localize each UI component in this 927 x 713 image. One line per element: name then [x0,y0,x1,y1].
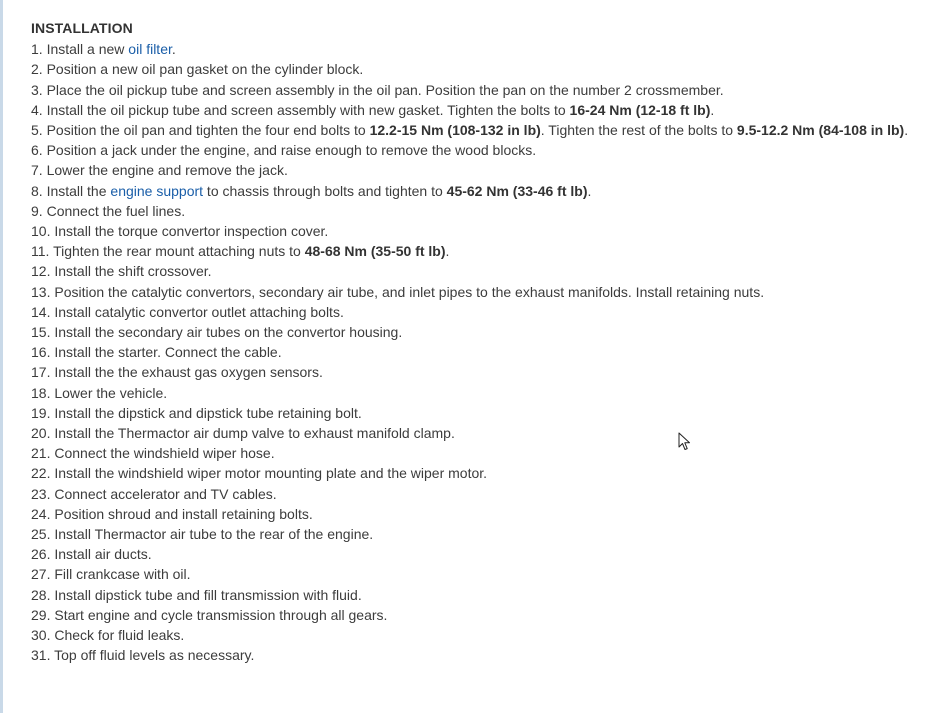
section-heading: INSTALLATION [31,20,133,36]
step-text: . [445,243,450,260]
step-text: Install Thermactor air tube to the rear of the engine. [54,526,374,543]
step-item [31,585,911,605]
step-item [31,120,911,140]
step-item [31,443,911,463]
torque-spec: 16-24 Nm (12-18 ft lb) [569,101,711,118]
step-text: Tighten the rear mount attaching nuts to [53,243,305,260]
step-item [31,524,911,544]
step-item [31,80,911,100]
torque-spec: 45-62 Nm (33-46 ft lb) [446,182,588,199]
step-number: 2. [31,61,47,78]
step-link[interactable]: oil filter [128,41,172,58]
step-item [31,322,911,342]
step-item [31,544,911,564]
step-text: Place the oil pickup tube and screen assembly in the oil pan. Position the pan on the number 2 crossmember. [46,81,724,98]
step-number: 8. [31,182,47,199]
step-number: 16. [31,344,55,361]
step-number: 25. [31,526,55,543]
step-item [31,463,911,483]
step-number: 9. [31,202,47,219]
step-number: 11. [31,243,54,260]
step-text: Install the secondary air tubes on the convertor housing. [54,324,403,341]
step-link[interactable]: engine support [110,182,204,199]
step-text: Install the windshield wiper motor mounting plate and the wiper motor. [54,465,488,482]
step-text: Position shroud and install retaining bolts. [54,505,313,522]
installation-section [31,18,911,666]
step-item [31,423,911,443]
torque-spec: 9.5-12.2 Nm (84-108 in lb) [736,122,905,139]
step-number: 12. [31,263,55,280]
step-number: 21. [31,445,55,462]
step-item [31,140,911,160]
step-text: Install the the exhaust gas oxygen sensors. [54,364,323,381]
step-number: 6. [31,142,47,159]
step-item [31,282,911,302]
step-text: Position the catalytic convertors, secondary air tube, and inlet pipes to the exhaust manifolds. Install retaining nuts. [54,283,765,300]
step-number: 10. [31,223,55,240]
step-number: 27. [31,566,55,583]
mouse-pointer-icon [678,432,692,452]
step-item [31,484,911,504]
step-item [31,160,911,180]
step-text: Position the oil pan and tighten the four end bolts to [46,122,370,139]
step-item [31,100,911,120]
step-number: 14. [31,303,55,320]
step-number: 22. [31,465,55,482]
step-text: Start engine and cycle transmission through all gears. [54,606,388,623]
step-number: 26. [31,546,55,563]
step-item [31,504,911,524]
step-text: Lower the vehicle. [54,384,168,401]
step-number: 18. [31,384,55,401]
step-text: Connect the windshield wiper hose. [54,445,275,462]
step-text: . Tighten the rest of the bolts to [540,122,737,139]
step-number: 7. [31,162,47,179]
step-text: . [171,41,176,58]
step-item [31,181,911,201]
step-item [31,342,911,362]
step-number: 13. [31,283,55,300]
step-text: . [710,101,715,118]
step-number: 5. [31,122,47,139]
step-item [31,362,911,382]
step-text: Install the starter. Connect the cable. [54,344,282,361]
step-text: Install a new [46,41,129,58]
step-item [31,403,911,423]
step-number: 23. [31,485,55,502]
step-item [31,645,911,665]
step-text: to chassis through bolts and tighten to [203,182,447,199]
step-number: 19. [31,404,55,421]
step-item [31,383,911,403]
step-number: 15. [31,324,55,341]
step-number: 3. [31,81,47,98]
step-number: 30. [31,627,55,644]
step-text: Position a jack under the engine, and raise enough to remove the wood blocks. [46,142,537,159]
step-item [31,605,911,625]
step-text: Install the [46,182,111,199]
step-number: 4. [31,101,47,118]
step-text: Install the oil pickup tube and screen assembly with new gasket. Tighten the bolts to [46,101,570,118]
step-text: Connect the fuel lines. [46,202,186,219]
step-item [31,221,911,241]
step-text: . [904,122,909,139]
step-item [31,261,911,281]
step-item [31,201,911,221]
step-number: 28. [31,586,55,603]
step-item [31,59,911,79]
steps-list [31,39,911,665]
step-item [31,39,911,59]
step-text: Install air ducts. [54,546,152,563]
step-text: . [587,182,592,199]
step-number: 1. [31,41,47,58]
step-text: Install catalytic convertor outlet attaching bolts. [54,303,344,320]
step-text: Install dipstick tube and fill transmission with fluid. [54,586,362,603]
step-text: Check for fluid leaks. [54,627,185,644]
step-number: 31. [31,647,55,664]
step-text: Install the dipstick and dipstick tube retaining bolt. [54,404,362,421]
step-text: Fill crankcase with oil. [54,566,191,583]
step-number: 17. [31,364,55,381]
torque-spec: 12.2-15 Nm (108-132 in lb) [369,122,541,139]
step-text: Connect accelerator and TV cables. [54,485,277,502]
step-text: Top off fluid levels as necessary. [54,647,255,664]
step-text: Install the torque convertor inspection cover. [54,223,329,240]
step-text: Lower the engine and remove the jack. [46,162,288,179]
step-number: 20. [31,425,55,442]
step-text: Position a new oil pan gasket on the cylinder block. [46,61,364,78]
step-number: 24. [31,505,55,522]
step-number: 29. [31,606,55,623]
step-text: Install the Thermactor air dump valve to exhaust manifold clamp. [54,425,455,442]
step-item [31,241,911,261]
torque-spec: 48-68 Nm (35-50 ft lb) [304,243,446,260]
step-item [31,564,911,584]
left-border-bar [0,0,3,713]
step-text: Install the shift crossover. [54,263,212,280]
step-item [31,302,911,322]
step-item [31,625,911,645]
